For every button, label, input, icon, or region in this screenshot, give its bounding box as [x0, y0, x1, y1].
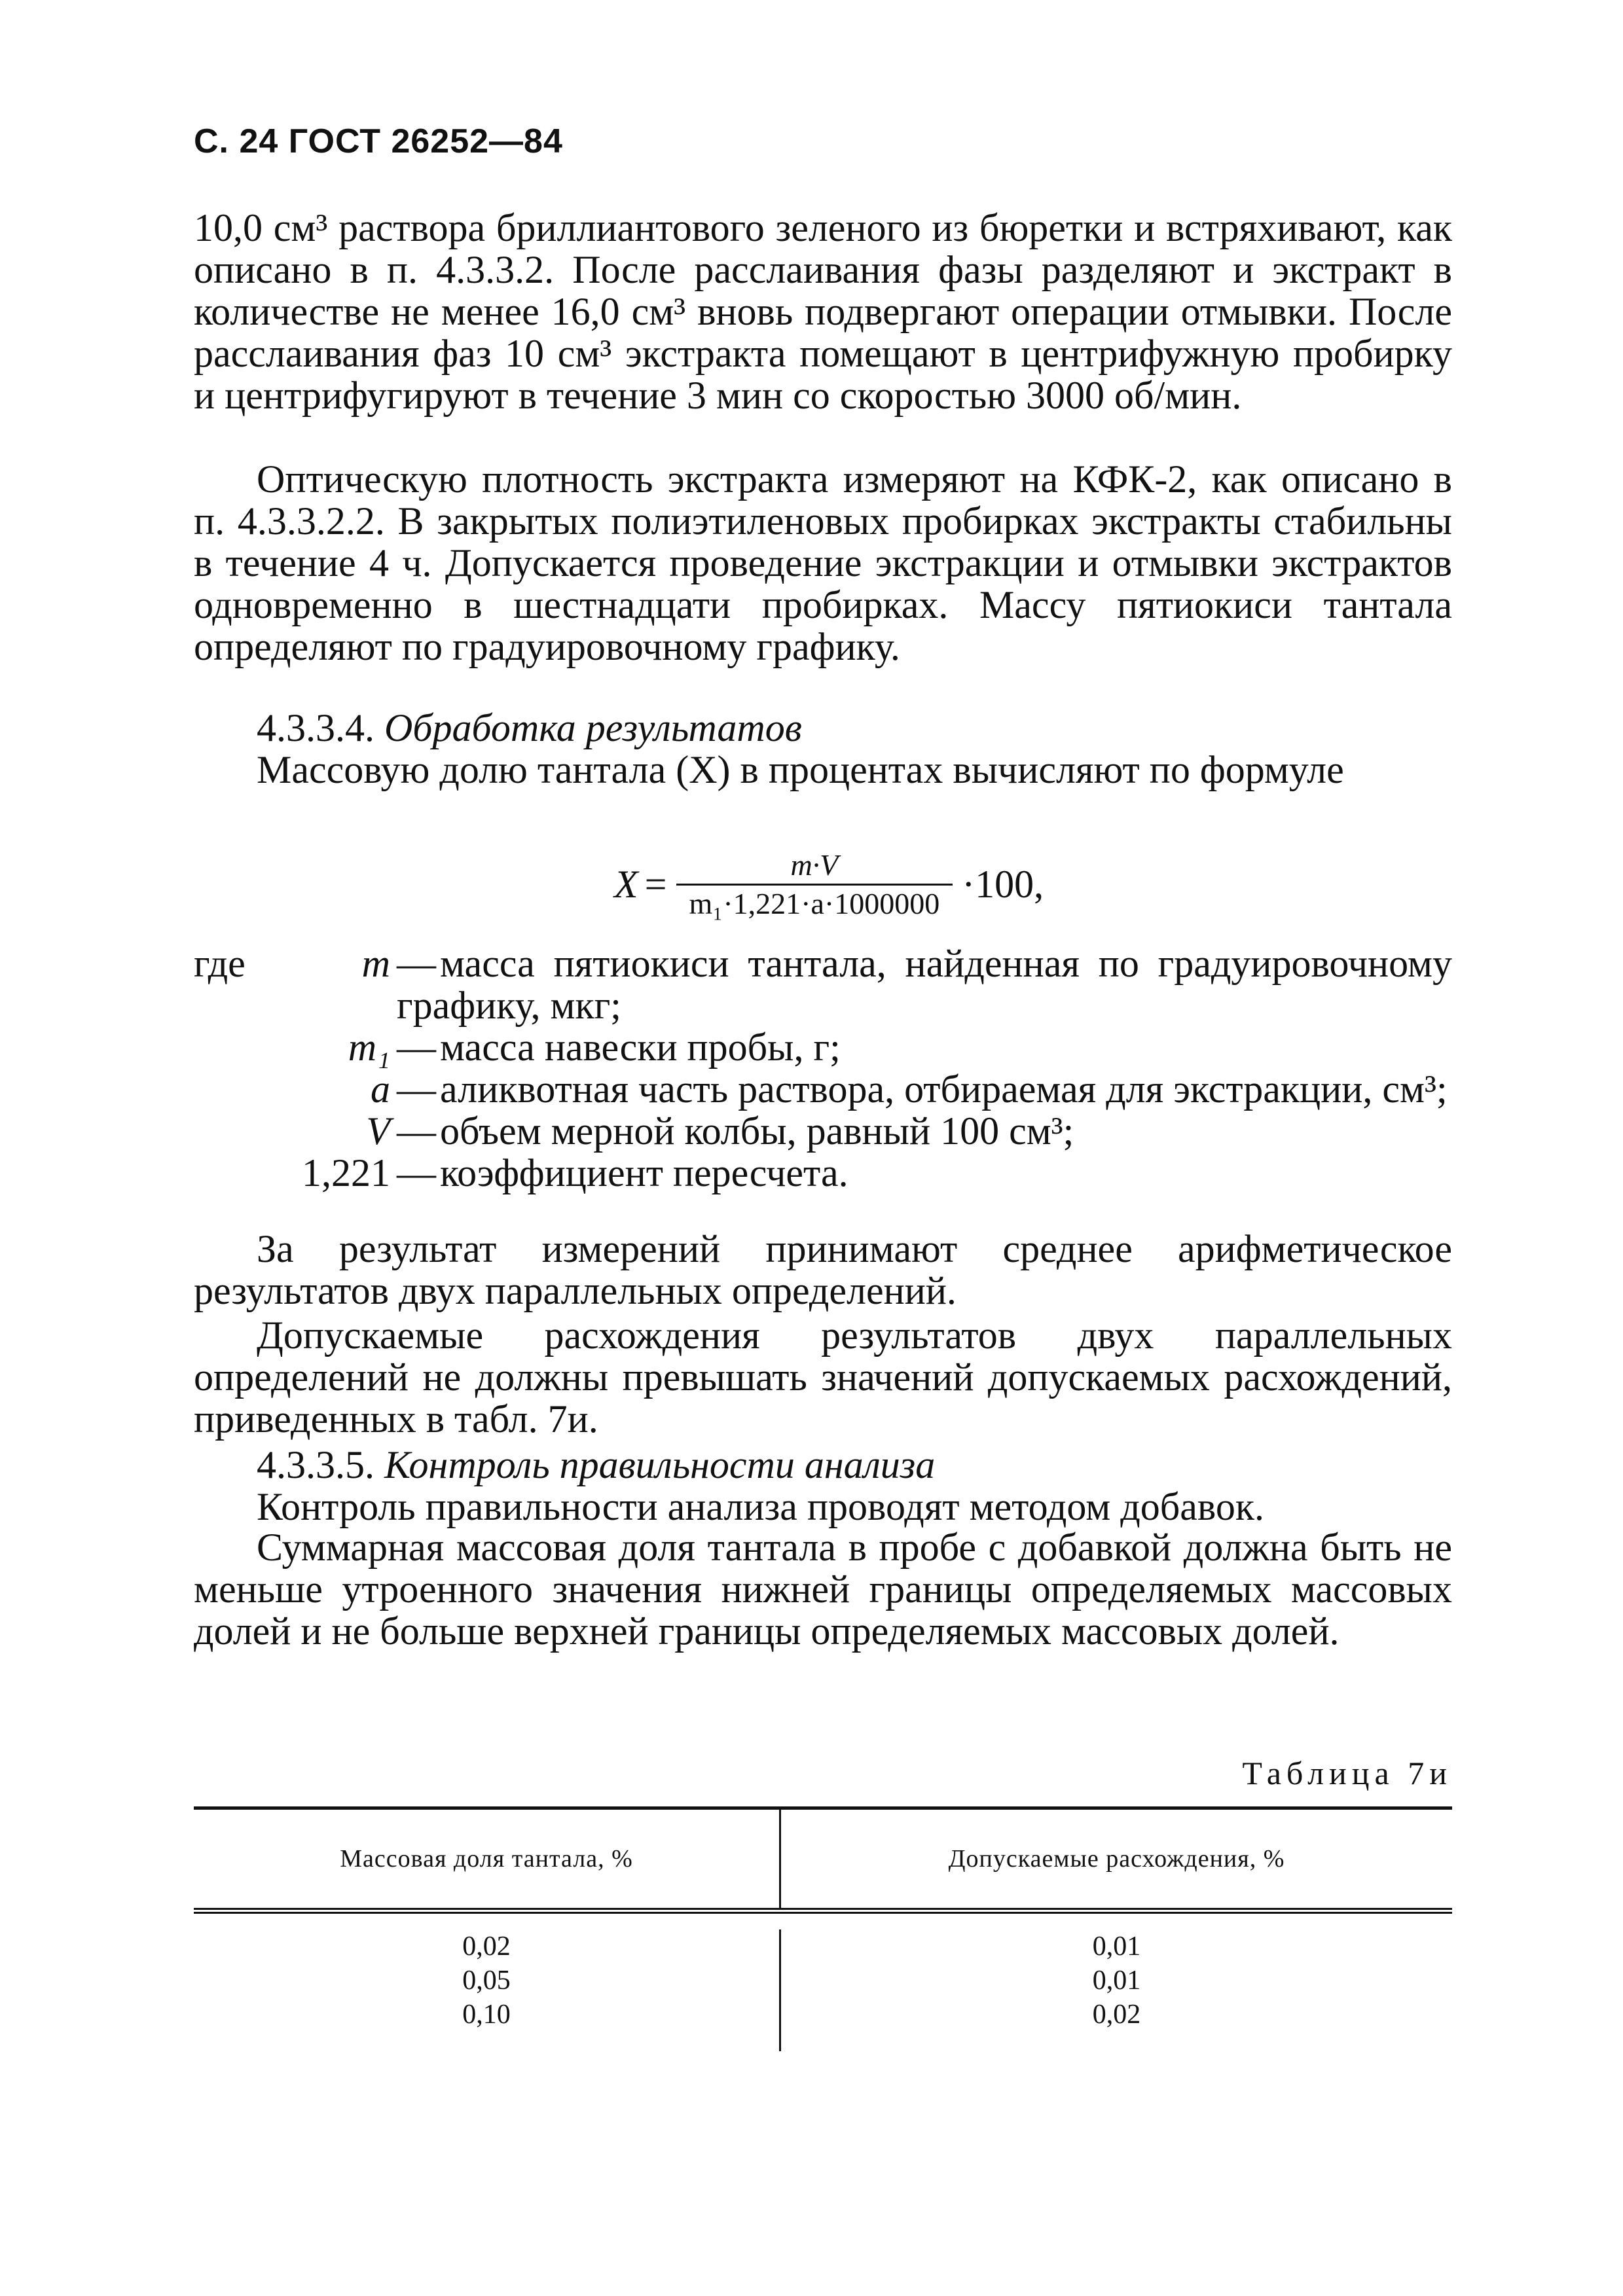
section-heading-control — [257, 1444, 935, 1486]
table-cell: 0,01 — [1092, 1931, 1141, 1962]
formula-denominator: m₁·1,221·a·1000000 — [689, 886, 940, 920]
paragraph-control-method: Контроль правильности анализа проводят методом добавок. — [257, 1485, 1264, 1528]
tolerance-table — [194, 1806, 1452, 2051]
table-cell: 0,02 — [1092, 2000, 1141, 2030]
definition-row — [194, 1152, 1452, 1194]
table-cell: 0,10 — [462, 2000, 511, 2030]
definition-text: — аликвотная часть раствора, отбираемая для экстракции, см³; — [397, 1067, 1448, 1111]
definition-row — [194, 1026, 1452, 1068]
definition-text: — коэффициент пересчета. — [397, 1151, 848, 1194]
formula-numerator: m·V — [790, 848, 839, 882]
table-caption: Таблица 7и — [1242, 1755, 1452, 1791]
page-header: С. 24 ГОСТ 26252—84 — [194, 122, 563, 160]
section-number: 4.3.3.5. — [257, 1443, 374, 1486]
paragraph-formula-intro: Массовую долю тантала (X) в процентах вычисляют по формуле — [257, 748, 1344, 791]
definition-symbol: m — [361, 942, 390, 985]
definition-row — [194, 942, 1452, 1026]
formula-fraction — [676, 847, 953, 922]
section-title: Обработка результатов — [384, 706, 802, 749]
definitions-lead: где — [194, 942, 246, 985]
paragraph-result: За результат измерений принимают среднее арифметическое результатов двух параллельных определений. — [194, 1227, 1452, 1312]
table-cell: 0,01 — [1092, 1965, 1141, 1996]
definition-row — [194, 1110, 1452, 1152]
paragraph-tolerance: Допускаемые расхождения результатов двух параллельных определений не должны превышать значений допускаемых расхождений, приведенных в табл. 7и. — [194, 1314, 1452, 1441]
paragraph-additive: Суммарная массовая доля тантала в пробе с добавкой должна быть не меньше утроенного значения нижней границы определяемых массовых долей и не больше верхней границы определяемых массовых долей. — [194, 1526, 1452, 1653]
definition-symbol: m₁ — [348, 1026, 390, 1069]
table-column-mass-fraction — [194, 1929, 781, 2051]
table-column-tolerance — [781, 1929, 1452, 2051]
table-cell: 0,05 — [462, 1965, 511, 1996]
section-title: Контроль правильности анализа — [384, 1443, 936, 1486]
definition-symbol: V — [366, 1109, 390, 1153]
definition-symbol: a — [371, 1067, 390, 1111]
formula — [614, 842, 1044, 927]
table-header-row — [194, 1810, 1452, 1908]
definition-row — [194, 1068, 1452, 1110]
formula-equals: = — [644, 862, 667, 906]
definition-symbol: 1,221 — [302, 1151, 390, 1194]
definition-text: — масса пятиокиси тантала, найденная по градуировочному графику, мкг; — [397, 942, 1452, 1027]
table-header-tolerance: Допускаемые расхождения, % — [948, 1845, 1285, 1873]
definition-text: — масса навески пробы, г; — [397, 1026, 841, 1069]
table-header-mass-fraction: Массовая доля тантала, % — [194, 1810, 781, 1908]
formula-factor: ·100, — [962, 862, 1044, 906]
formula-lhs: X — [614, 862, 638, 906]
formula-definitions — [194, 942, 1452, 1194]
paragraph-extraction: 10,0 см³ раствора бриллиантового зеленого из бюретки и встряхивают, как описано в п. 4.3.3.2. После расслаивания фазы разделяют и экстракт в количестве не менее 16,0 см³ вновь подвергают операции отмывки. После расслаивания фаз 10 см³ экстракта помещают в центрифужную пробирку и центрифугируют в течение 3 мин со скоростью 3000 об/мин. — [194, 206, 1452, 417]
paragraph-optical-density: Оптическую плотность экстракта измеряют на КФК-2, как описано в п. 4.3.3.2.2. В закрытых полиэтиленовых пробирках экстракты стабильны в течение 4 ч. Допускается проведение экстракции и отмывки экстрактов одновременно в шестнадцати пробирках. Массу пятиокиси тантала определяют по градуировочному графику. — [194, 457, 1452, 668]
table-cell: 0,02 — [462, 1931, 511, 1962]
table-body — [194, 1914, 1452, 2051]
definition-text: — объем мерной колбы, равный 100 см³; — [397, 1109, 1074, 1153]
section-number: 4.3.3.4. — [257, 706, 374, 749]
table-header-rule — [194, 1908, 1452, 1914]
section-heading-processing — [257, 707, 802, 749]
